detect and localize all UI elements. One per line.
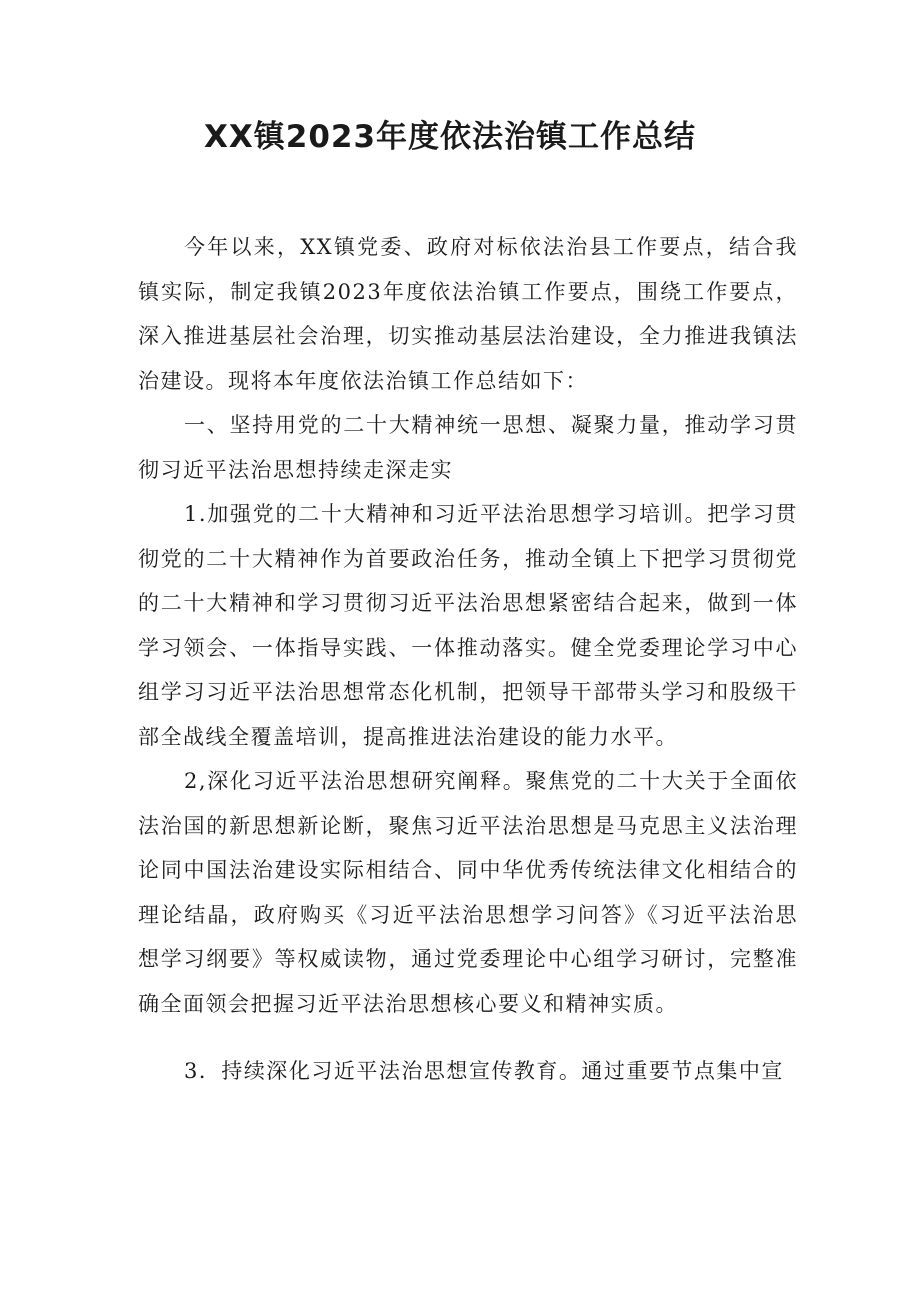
item-paragraph-2: 2,深化习近平法治思想研究阐释。聚焦党的二十大关于全面依法治国的新思想新论断，聚焦习近平法治思想是马克思主义法治理论同中国法治建设实际相结合、同中华优秀传统法律文化相结合的理论结晶，政府购买《习近平法治思想学习问答》《习近平法治思想学习纲要》等权威读物，通过党委理论中心组学习研讨，完整准确全面领会把握习近平法治思想核心要义和精神实质。 [138, 769, 798, 1016]
item-paragraph-1: 1.加强党的二十大精神和习近平法治思想学习培训。把学习贯彻党的二十大精神作为首要政治任务，推动全镇上下把学习贯彻党的二十大精神和学习贯彻习近平法治思想紧密结合起来，做到一体学习领会、一体指导实践、一体推动落实。健全党委理论学习中心组学习习近平法治思想常态化机制，把领导干部带头学习和股级干部全战线全覆盖培训，提高推进法治建设的能力水平。 [138, 502, 798, 749]
document-title: XX镇2023年度依法治镇工作总结 [203, 119, 697, 155]
document-body [138, 225, 798, 1094]
item-paragraph-3: 3．持续深化习近平法治思想宣传教育。通过重要节点集中宣 [184, 1059, 784, 1083]
section-heading-1: 一、坚持用党的二十大精神统一思想、凝聚力量，推动学习贯彻习近平法治思想持续走深走实 [138, 413, 798, 482]
intro-paragraph: 今年以来，XX镇党委、政府对标依法治县工作要点，结合我镇实际，制定我镇2023年度依法治镇工作要点，围绕工作要点，深入推进基层社会治理，切实推动基层法治建设，全力推进我镇法治建设。现将本年度依法治镇工作总结如下： [138, 235, 798, 393]
